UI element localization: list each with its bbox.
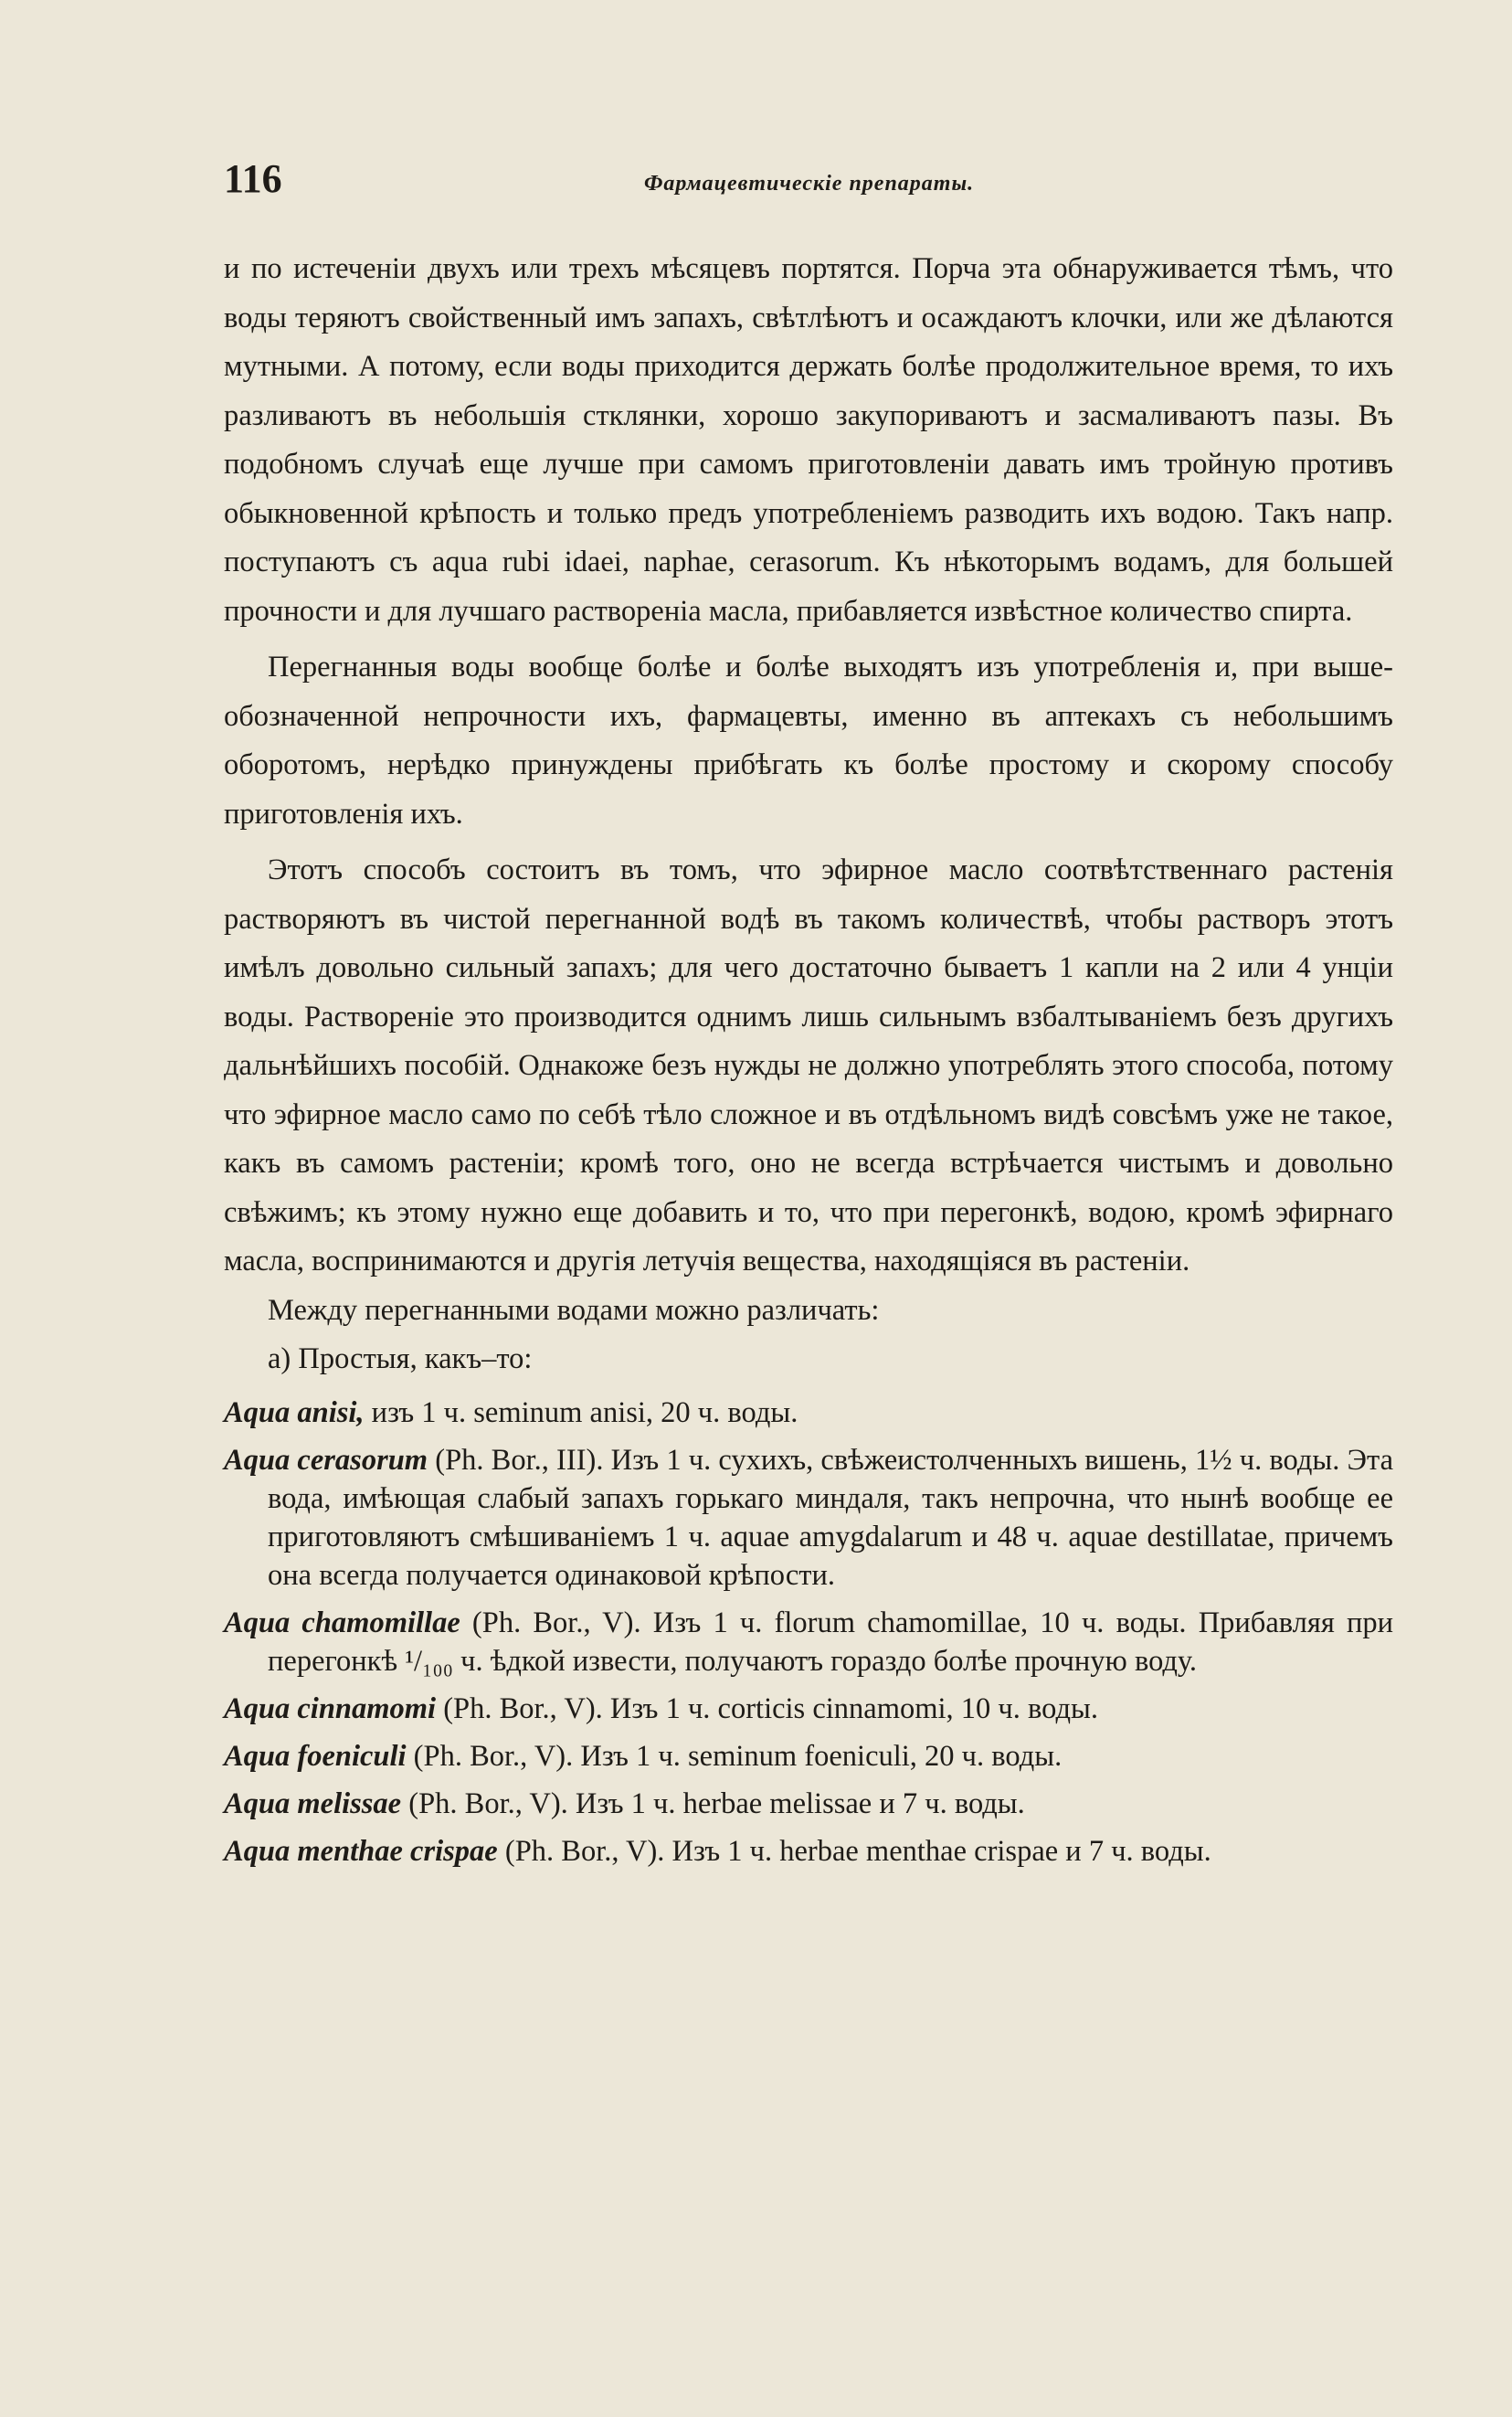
paragraph-simple-heading: а) Простыя, какъ–то: <box>268 1342 533 1375</box>
entry-term: Aqua chamomillae <box>224 1606 460 1639</box>
entry-text: (Ph. Bor., V). Изъ 1 ч. corticis cinnamomi, 10 ч. воды. <box>436 1691 1098 1725</box>
paragraph-distilled-waters: Перегнанныя воды вообще болѣе и болѣе выходятъ изъ употребленія и, при выше-обозначенной непрочности ихъ, фармацевты, именно въ аптекахъ съ небольшимъ оборотомъ, нерѣдко принуждены прибѣгать къ болѣе простому и скорому способу приготовленія ихъ. <box>224 651 1393 831</box>
paragraph-continuation: и по истеченіи двухъ или трехъ мѣсяцевъ портятся. Порча эта обнаруживается тѣмъ, что воды теряютъ свойственный имъ запахъ, свѣтлѣютъ и осаждаютъ клочки, или же дѣлаются мутными. А потому, если воды приходится держать болѣе продолжительное время, то ихъ разливаютъ въ небольшія стклянки, хорошо закупориваютъ и засмаливаютъ пазы. Въ подобномъ случаѣ еще лучше при самомъ приготовленіи давать имъ тройную противъ обыкновенной крѣпость и только предъ употребленіемъ разводить ихъ водою. Такъ напр. поступаютъ съ aqua rubi idaei, naphae, cerasorum. Къ нѣкоторымъ водамъ, для большей прочности и для лучшаго раствореніа масла, прибавляется извѣстное количество спирта. <box>224 252 1393 628</box>
entry-text: (Ph. Bor., III). Изъ 1 ч. сухихъ, свѣжеистолченныхъ вишень, 1½ ч. воды. Эта вода, имѣющая слабый запахъ горькаго миндаля, такъ непрочна, что нынѣ вообще ее приготовляютъ смѣшиваніемъ 1 ч. aquae amygdalarum и 48 ч. aquae destillatae, причемъ она всегда получается одинаковой крѣпости. <box>268 1443 1393 1592</box>
paragraph-method: Этотъ способъ состоитъ въ томъ, что эфирное масло соотвѣтственнаго растенія растворяютъ въ чистой перегнанной водѣ въ такомъ количествѣ, чтобы растворъ этотъ имѣлъ довольно сильный запахъ; для чего достаточно бываетъ 1 капли на 2 или 4 унціи воды. Раствореніе это производится однимъ лишь сильнымъ взбалтываніемъ безъ другихъ дальнѣйшихъ пособій. Однакоже безъ нужды не должно употреблять этого способа, потому что эфирное масло само по себѣ тѣло сложное и въ отдѣльномъ видѣ совсѣмъ уже не такое, какъ въ самомъ растеніи; кромѣ того, оно не всегда встрѣчается чистымъ и довольно свѣжимъ; къ этому нужно еще добавить и то, что при перегонкѣ, водою, кромѣ эфирнаго масла, воспринимаются и другія летучія вещества, находящіяся въ растеніи. <box>224 853 1393 1277</box>
paragraph-classification-intro: Между перегнанными водами можно различать: <box>268 1293 880 1327</box>
entry-text: (Ph. Bor., V). Изъ 1 ч. florum chamomillae, 10 ч. воды. Прибавляя при перегонкѣ ¹/₁₀₀ ч. ѣдкой извести, получаютъ гораздо болѣе прочную воду. <box>268 1606 1394 1678</box>
entry-term: Aqua foeniculi <box>224 1739 407 1773</box>
entry-aqua-chamomillae <box>224 1604 1393 1680</box>
entry-aqua-melissae <box>224 1785 1393 1823</box>
entry-aqua-cinnamomi <box>224 1690 1393 1728</box>
entry-text: (Ph. Bor., V). Изъ 1 ч. herbae menthae crispae и 7 ч. воды. <box>497 1834 1211 1868</box>
entry-text: изъ 1 ч. seminum anisi, 20 ч. воды. <box>364 1395 798 1429</box>
entry-term: Aqua cerasorum <box>224 1443 428 1477</box>
entry-term: Aqua menthae crispae <box>224 1834 498 1868</box>
running-title: Фармацевтическіе препараты. <box>644 172 975 196</box>
entry-text: (Ph. Bor., V). Изъ 1 ч. seminum foeniculi, 20 ч. воды. <box>406 1739 1063 1773</box>
entry-aqua-foeniculi <box>224 1737 1393 1776</box>
entry-aqua-cerasorum <box>224 1441 1393 1595</box>
entry-aqua-anisi <box>224 1394 1393 1432</box>
page-header <box>224 155 1192 210</box>
page-body <box>224 245 1393 1871</box>
entry-term: Aqua melissae <box>224 1786 402 1820</box>
page-number: 116 <box>224 156 282 201</box>
entry-text: (Ph. Bor., V). Изъ 1 ч. herbae melissae и 7 ч. воды. <box>401 1786 1025 1820</box>
entry-term: Aqua anisi, <box>224 1395 365 1429</box>
entry-aqua-menthae-crispae <box>224 1832 1393 1871</box>
entry-term: Aqua cinnamomi <box>224 1691 437 1725</box>
